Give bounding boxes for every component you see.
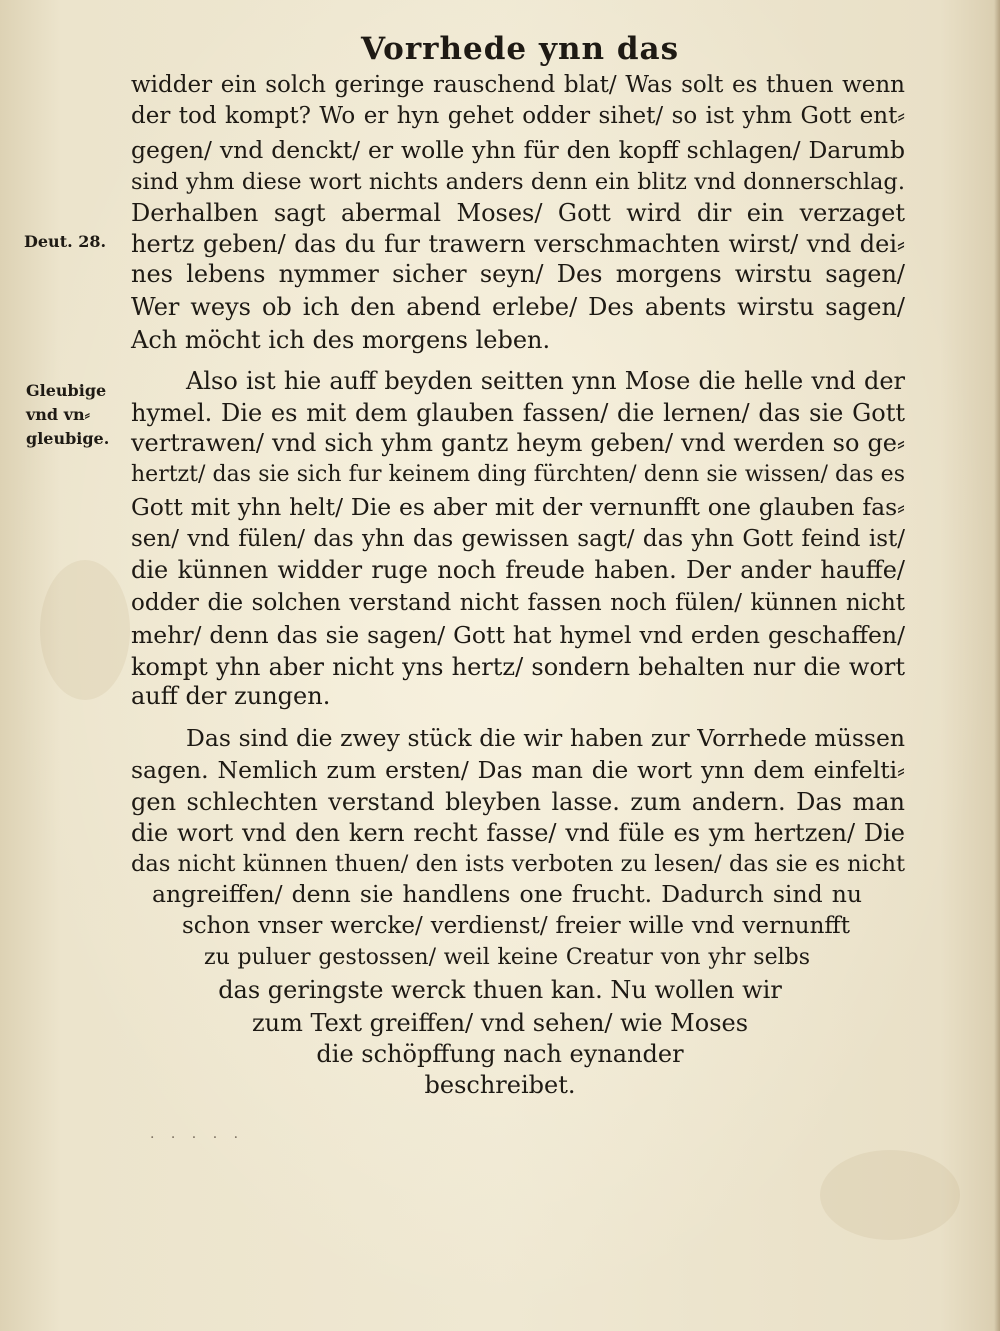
text-line: angreiffen/ denn sie handlens one frucht. Dadurch sind nu — [152, 880, 862, 908]
text-line: nes lebens nymmer sicher seyn/ Des morgens wirstu sagen/ — [131, 260, 905, 288]
text-line: sind yhm diese wort nichts anders denn ein blitz vnd donnerschlag. — [131, 169, 905, 195]
text-line: odder die solchen verstand nicht fassen noch fülen/ künnen nicht — [131, 590, 905, 616]
running-head: Vorrhede ynn das — [360, 31, 680, 67]
text-line: zum Text greiffen/ vnd sehen/ wie Moses — [251, 1009, 749, 1037]
text-line: Das sind die zwey stück die wir haben zur Vorrhede müssen — [186, 724, 905, 752]
text-line: beschreibet. — [424, 1071, 576, 1099]
margin-note-gleubige-1: Gleubige — [26, 381, 107, 400]
paper-stain — [820, 1150, 960, 1240]
margin-note-gleubige-3: gleubige. — [26, 429, 110, 448]
margin-note-gleubige-2: vnd vn⸗ — [26, 405, 90, 424]
margin-note-deut: Deut. 28. — [24, 232, 107, 251]
text-line: Gott mit yhn helt/ Die es aber mit der vernunfft one glauben fas⸗ — [131, 493, 905, 521]
text-line: vertrawen/ vnd sich yhm gantz heym geben/ vnd werden so ge⸗ — [131, 429, 905, 457]
text-line: Derhalben sagt abermal Moses/ Gott wird dir ein verzaget — [131, 199, 905, 227]
text-line: gen schlechten verstand bleyben lasse. zum andern. Das man — [131, 788, 905, 816]
text-line: die künnen widder ruge noch freude haben. Der ander hauffe/ — [131, 556, 905, 584]
text-line: zu puluer gestossen/ weil keine Creatur von yhr selbs — [204, 945, 810, 970]
text-line: gegen/ vnd denckt/ er wolle yhn für den kopff schlagen/ Darumb — [131, 136, 905, 164]
text-line: Ach möcht ich des morgens leben. — [131, 326, 551, 354]
text-line: die wort vnd den kern recht fasse/ vnd füle es ym hertzen/ Die — [131, 819, 905, 847]
text-line: der tod kompt? Wo er hyn gehet odder sihet/ so ist yhm Gott ent⸗ — [131, 103, 905, 129]
ink-specks: · · · · · — [150, 1130, 245, 1146]
text-line: auff der zungen. — [131, 682, 331, 710]
text-line: hertz geben/ das du fur trawern verschmachten wirst/ vnd dei⸗ — [131, 230, 905, 258]
text-line: sen/ vnd fülen/ das yhn das gewissen sagt/ das yhn Gott feind ist/ — [131, 526, 905, 552]
text-line: das nicht künnen thuen/ den ists verboten zu lesen/ das sie es nicht — [131, 851, 905, 877]
page-edge-shadow — [994, 0, 1000, 1331]
text-line: Wer weys ob ich den abend erlebe/ Des abents wirstu sagen/ — [131, 293, 905, 321]
paper-stain — [40, 560, 130, 700]
text-line: hertzt/ das sie sich fur keinem ding fürchten/ denn sie wissen/ das es — [131, 462, 905, 487]
text-line: Also ist hie auff beyden seitten ynn Mose die helle vnd der — [186, 367, 905, 395]
text-line: widder ein solch geringe rauschend blat/ Was solt es thuen wenn — [131, 72, 905, 98]
text-line: das geringste werck thuen kan. Nu wollen wir — [218, 976, 782, 1004]
text-line: mehr/ denn das sie sagen/ Gott hat hymel vnd erden geschaffen/ — [131, 621, 905, 649]
text-line: schon vnser wercke/ verdienst/ freier wille vnd vernunfft — [182, 913, 850, 939]
text-line: kompt yhn aber nicht yns hertz/ sondern behalten nur die wort — [131, 653, 905, 681]
text-line: sagen. Nemlich zum ersten/ Das man die wort ynn dem einfelti⸗ — [131, 756, 905, 784]
text-line: hymel. Die es mit dem glauben fassen/ die lernen/ das sie Gott — [131, 399, 905, 427]
text-line: die schöpffung nach eynander — [316, 1040, 684, 1068]
